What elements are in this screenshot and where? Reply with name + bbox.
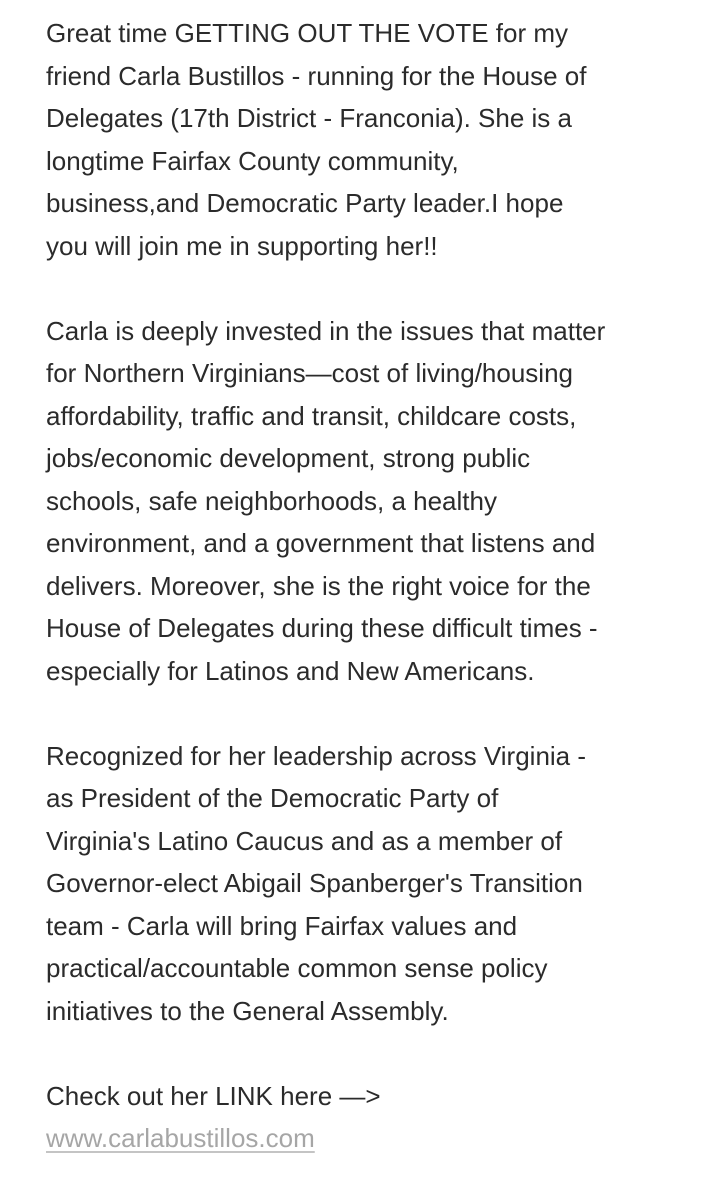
paragraph-issues: Carla is deeply invested in the issues that matter for Northern Virginians—cost of living/housing affordability, traffic and transit, childcare costs, jobs/economic development, strong public schools, safe neighborhoods, a healthy environment, and a government that listens and delivers. Moreover, she is the right voice for the House of Delegates during these difficult times - especially for Latinos and New Americans.	[46, 315, 606, 686]
paragraph-leadership: Recognized for her leadership across Virginia - as President of the Democratic Party of Virginia's Latino Caucus and as a member of Governor-elect Abigail Spanberger's Transition team - Carla will bring Fairfax values and practical/accountable common sense policy initiatives to the General Assembly.	[46, 740, 587, 1026]
website-link[interactable]: www.carlabustillos.com	[46, 1123, 315, 1153]
note-body	[46, 12, 686, 1160]
link-intro-text: Check out her LINK here —>	[46, 1080, 381, 1111]
link-section	[46, 1075, 686, 1160]
paragraph-get-out-the-vote: Great time GETTING OUT THE VOTE for my friend Carla Bustillos - running for the House of Delegates (17th District - Franconia). She is a longtime Fairfax County community, business,and Democratic Party leader.I hope you will join me in supporting her!!	[46, 18, 587, 261]
